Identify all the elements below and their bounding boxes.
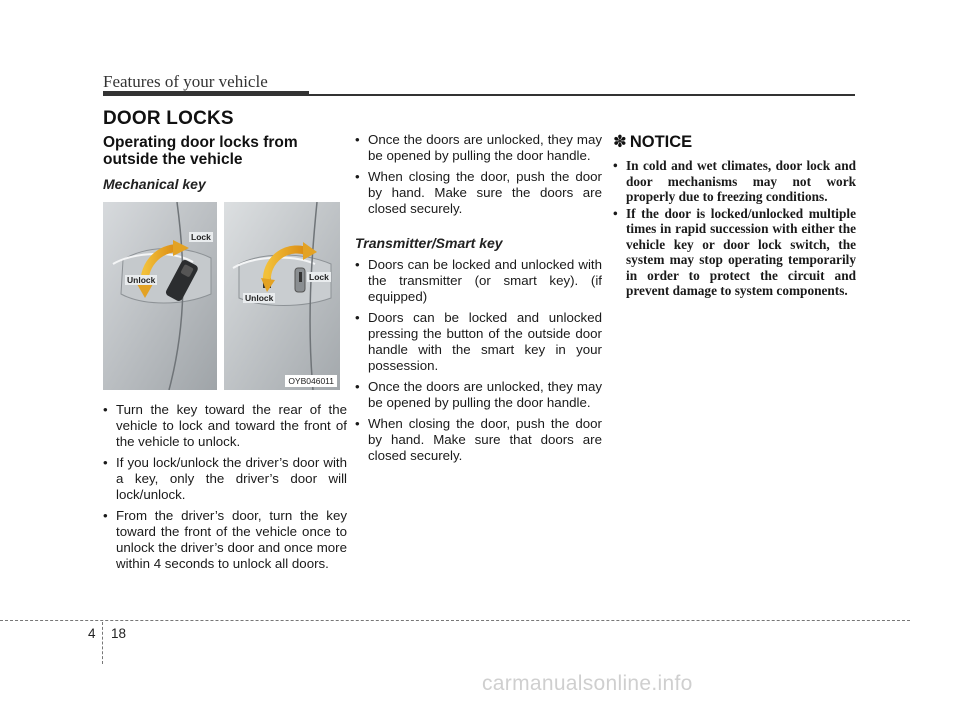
notice-star-icon: ✽ (613, 133, 627, 151)
footer-divider (102, 622, 103, 664)
list-item: • Doors can be locked and unlocked pressing the button of the outside door handle with the smart key in your possession. (355, 310, 602, 373)
bullet-icon: • (355, 379, 360, 394)
bullet-icon: • (355, 132, 360, 147)
column-2 (355, 132, 602, 469)
header-rule-thin (309, 94, 855, 96)
footer-dashed-rule (0, 620, 910, 621)
figure-label-unlock-right: Unlock (245, 293, 274, 303)
list-item: • Doors can be locked and unlocked with the transmitter (or smart key). (if equipped) (355, 257, 602, 304)
notice-box (613, 132, 856, 300)
column-1 (103, 132, 347, 577)
bullet-icon: • (355, 169, 360, 184)
page-number: 18 (111, 626, 127, 641)
door-lock-figure (103, 202, 340, 390)
transmitter-list (355, 257, 602, 464)
figure-code: OYB046011 (285, 375, 337, 387)
list-item: • If you lock/unlock the driver’s door with a key, only the driver’s door will lock/unlock. (103, 455, 347, 502)
list-item: • Once the doors are unlocked, they may be opened by pulling the door handle. (355, 379, 602, 410)
figure-label-unlock-left: Unlock (127, 275, 156, 285)
bullet-icon: • (613, 205, 618, 221)
list-item: • If the door is locked/unlocked multiple times in rapid succession with either the vehicle key or door lock switch, the system may stop operating temporarily in order to protect the circuit and prevent damage to system components. (613, 205, 856, 298)
figure-label-lock-left: Lock (191, 232, 211, 242)
list-item: • Once the doors are unlocked, they may be opened by pulling the door handle. (355, 132, 602, 163)
chapter-number: 4 (88, 626, 96, 641)
figure-label-lock-right: Lock (309, 272, 329, 282)
list-item: • In cold and wet climates, door lock and door mechanisms may not work properly due to freezing conditions. (613, 158, 856, 204)
header-rule-thick (103, 91, 309, 96)
list-item: • Turn the key toward the rear of the vehicle to lock and toward the front of the vehicle to unlock. (103, 402, 347, 449)
notice-title (613, 132, 856, 152)
watermark: carmanualsonline.info (482, 672, 693, 695)
bullet-icon: • (103, 402, 108, 417)
list-item: • When closing the door, push the door by hand. Make sure that doors are closed securely. (355, 416, 602, 463)
list-item: • When closing the door, push the door by hand. Make sure the doors are closed securely. (355, 169, 602, 216)
bullet-icon: • (355, 416, 360, 431)
running-header: Features of your vehicle (103, 72, 268, 91)
bullet-icon: • (613, 158, 618, 173)
subheading-mechanical-key: Mechanical key (103, 176, 206, 192)
subheading-transmitter: Transmitter/Smart key (355, 235, 503, 251)
section-title: DOOR LOCKS (103, 108, 234, 129)
list-item: • From the driver’s door, turn the key toward the front of the vehicle once to unlock the driver’s door and once more within 4 seconds to unlock all doors. (103, 508, 347, 571)
mechanical-key-list (103, 402, 347, 572)
heading-operating-locks: Operating door locks from outside the vehicle (103, 134, 298, 168)
bullet-icon: • (103, 508, 108, 523)
notice-list (613, 158, 856, 299)
bullet-icon: • (355, 310, 360, 325)
bullet-icon: • (355, 257, 360, 272)
notice-title-label: NOTICE (629, 132, 693, 151)
mechanical-key-list-cont (355, 132, 602, 217)
door-lock-illustration (103, 202, 340, 390)
bullet-icon: • (103, 455, 108, 470)
